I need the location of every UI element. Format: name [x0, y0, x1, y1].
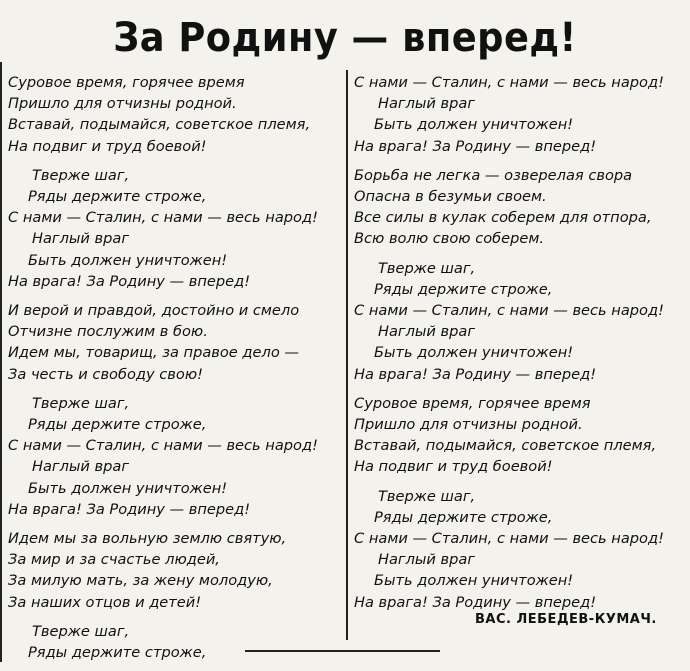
poem-line: Суровое время, горячее время [8, 74, 245, 91]
poem-line: Тверже шаг, [378, 259, 476, 277]
poem-line: Всю волю свою соберем. [354, 230, 545, 248]
left-column [8, 72, 344, 671]
poem-line: За милую мать, за жену молодую, [8, 572, 273, 590]
poem-line: За честь и свободу свою! [8, 365, 203, 383]
poem-line: Опасна в безумьи своем. [354, 188, 547, 206]
poem-line: Тверже шаг, [32, 166, 130, 184]
poem-line: Ряды держите строже, [374, 508, 553, 526]
poem-line: Пришло для отчизны родной. [8, 95, 237, 113]
refrain-stanza [354, 72, 688, 157]
poem-line: На врага! За Родину — вперед! [8, 272, 251, 290]
poem-line: Наглый враг [378, 323, 476, 341]
poem-line: С нами — Сталин, с нами — весь народ! [8, 437, 318, 455]
poem-line: С нами — Сталин, с нами — весь народ! [354, 302, 664, 320]
poem-line: Борьба не легка — озверелая свора [354, 166, 633, 184]
verse-stanza [8, 300, 344, 385]
poem-line: На подвиг и труд боевой! [354, 458, 553, 476]
poem-line: Тверже шаг, [32, 394, 130, 412]
poem-line: Быть должен уничтожен! [374, 116, 574, 134]
poem-line: С нами — Сталин, с нами — весь народ! [354, 530, 664, 548]
poem-line: Тверже шаг, [32, 622, 130, 640]
refrain-stanza [354, 486, 688, 613]
poem-line: Пришло для отчизны родной. [354, 416, 583, 434]
refrain-stanza [354, 258, 688, 385]
poem-line: На подвиг и труд боевой! [8, 137, 207, 155]
poem-line: И верой и правдой, достойно и смело [8, 302, 300, 320]
poem-line: На врага! За Родину — вперед! [354, 365, 597, 383]
right-column [354, 72, 688, 621]
poem-line: За мир и за счастье людей, [8, 551, 220, 569]
left-border-rule [0, 62, 2, 662]
poem-line: Наглый враг [378, 551, 476, 569]
verse-stanza [354, 165, 688, 250]
refrain-stanza [8, 621, 344, 663]
verse-stanza [8, 528, 344, 613]
poem-line: Отчизне послужим в бою. [8, 323, 208, 341]
poem-line: На врага! За Родину — вперед! [354, 593, 597, 611]
poem-line: Наглый враг [32, 230, 130, 248]
author-signature: ВАС. ЛЕБЕДЕВ-КУМАЧ. [475, 612, 657, 627]
poem-line: Быть должен уничтожен! [28, 251, 228, 269]
poem-line: Идем мы за вольную землю святую, [8, 530, 287, 548]
poem-line: Тверже шаг, [378, 487, 476, 505]
poem-line: Ряды держите строже, [28, 644, 207, 662]
poem-line: За наших отцов и детей! [8, 593, 202, 611]
poem-line: Быть должен уничтожен! [374, 572, 574, 590]
poem-line: Ряды держите строже, [374, 280, 553, 298]
poem-line: Ряды держите строже, [28, 188, 207, 206]
poem-line: С нами — Сталин, с нами — весь народ! [8, 209, 318, 227]
poem-line: Вставай, подымайся, советское племя, [8, 116, 311, 134]
poem-line: Наглый враг [378, 95, 476, 113]
bottom-rule [245, 650, 440, 652]
verse-stanza [8, 72, 344, 157]
verse-stanza [354, 393, 688, 478]
column-divider [346, 70, 348, 640]
poem-line: Вставай, подымайся, советское племя, [354, 437, 657, 455]
refrain-stanza [8, 393, 344, 520]
poem-line: Быть должен уничтожен! [28, 479, 228, 497]
page-title: За Родину — вперед! [113, 15, 577, 61]
poem-line: На врага! За Родину — вперед! [8, 500, 251, 518]
poem-line: На врага! За Родину — вперед! [354, 137, 597, 155]
poem-line: Все силы в кулак соберем для отпора, [354, 209, 652, 227]
poem-line: Ряды держите строже, [28, 416, 207, 434]
refrain-stanza [8, 165, 344, 292]
poem-line: Идем мы, товарищ, за правое дело — [8, 344, 299, 362]
poem-line: Суровое время, горячее время [354, 394, 591, 412]
poem-line: Быть должен уничтожен! [374, 344, 574, 362]
poem-line: Наглый враг [32, 458, 130, 476]
poem-line: С нами — Сталин, с нами — весь народ! [354, 74, 664, 91]
